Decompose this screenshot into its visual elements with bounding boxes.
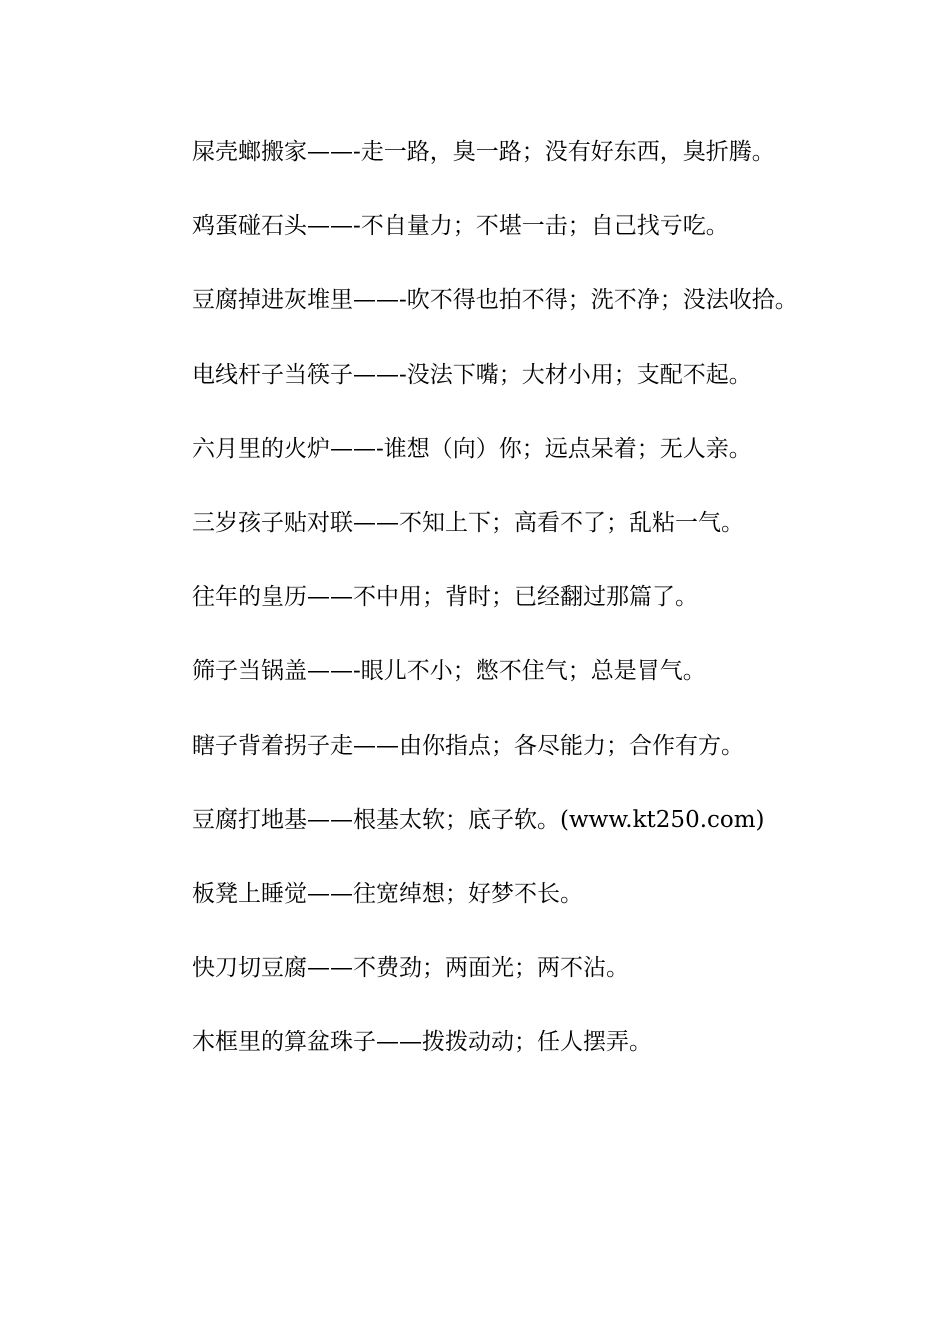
xiehouyu-list — [192, 133, 892, 1097]
text-line: 屎壳螂搬家——-走一路，臭一路；没有好东西，臭折腾。 — [192, 139, 775, 165]
text-line: 快刀切豆腐——不费劲；两面光；两不沾。 — [192, 955, 629, 982]
text-line: 往年的皇历——不中用；背时；已经翻过那篇了。 — [192, 584, 698, 611]
text-line: 电线杆子当筷子——-没法下嘴；大材小用；支配不起。 — [192, 361, 752, 388]
text-line: 六月里的火炉——-谁想（向）你；远点呆着；无人亲。 — [192, 435, 752, 462]
text-line: 板凳上睡觉——往宽绰想；好梦不长。 — [192, 880, 583, 907]
text-line: 豆腐掉进灰堆里——-吹不得也拍不得；洗不净；没法收拾。 — [192, 287, 798, 314]
text-line: 鸡蛋碰石头——-不自量力；不堪一击；自己找亏吃。 — [192, 213, 729, 240]
text-line: 豆腐打地基——根基太软；底子软。(www.kt250.com) — [192, 806, 765, 833]
text-line: 三岁孩子贴对联——不知上下；高看不了；乱粘一气。 — [192, 509, 744, 536]
text-line: 木框里的算盆珠子——拨拨动动；任人摆弄。 — [192, 1029, 652, 1056]
text-line: 筛子当锅盖——-眼儿不小；憋不住气；总是冒气。 — [192, 658, 706, 685]
text-line: 瞎子背着拐子走——由你指点；各尽能力；合作有方。 — [192, 732, 744, 759]
